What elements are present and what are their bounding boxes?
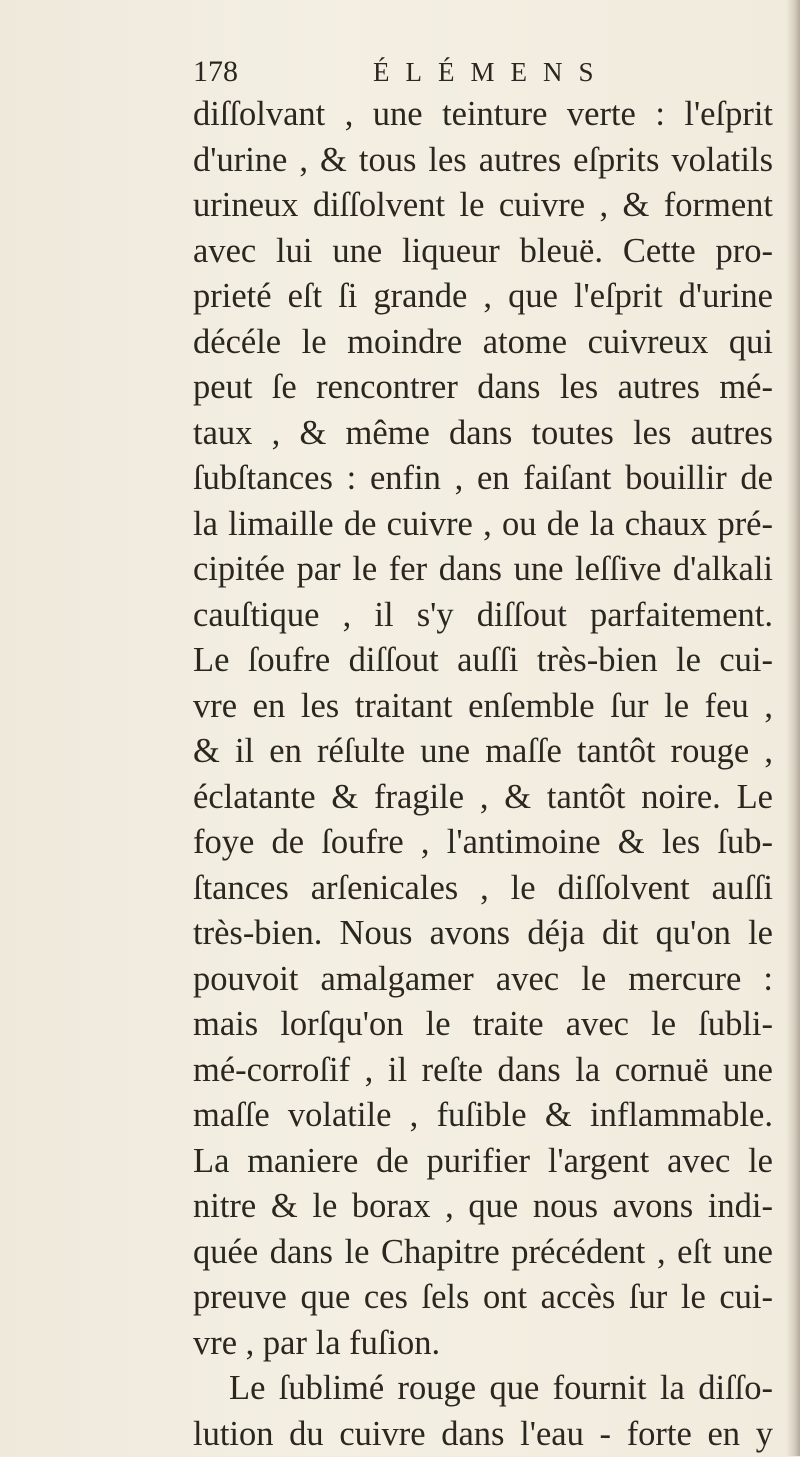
body-text xyxy=(193,92,773,1457)
text-line: taux , & même dans toutes les autres xyxy=(193,411,773,457)
text-line: lution du cuivre dans l'eau - forte en y xyxy=(193,1412,773,1457)
text-line: nitre & le borax , que nous avons indi- xyxy=(193,1184,773,1230)
text-line: mé-corroſif , il reſte dans la cornuë une xyxy=(193,1048,773,1094)
text-line: diſſolvant , une teinture verte : l'eſprit xyxy=(193,92,773,138)
text-line: prieté eſt ſi grande , que l'eſprit d'urine xyxy=(193,274,773,320)
text-line: décéle le moindre atome cuivreux qui xyxy=(193,320,773,366)
text-line: maſſe volatile , fuſible & inflammable. xyxy=(193,1093,773,1139)
page-edge-shadow xyxy=(786,0,800,1456)
text-line: avec lui une liqueur bleuë. Cette pro- xyxy=(193,229,773,275)
text-line: vre en les traitant enſemble ſur le feu , xyxy=(193,684,773,730)
text-line: ſubſtances : enfin , en faiſant bouillir de xyxy=(193,456,773,502)
text-line: urineux diſſolvent le cuivre , & forment xyxy=(193,183,773,229)
text-line: Le ſublimé rouge que fournit la diſſo- xyxy=(193,1366,773,1412)
text-line: très-bien. Nous avons déja dit qu'on le xyxy=(193,911,773,957)
running-title: ÉLÉMENS xyxy=(373,50,610,94)
text-line: éclatante & fragile , & tantôt noire. Le xyxy=(193,775,773,821)
text-line: quée dans le Chapitre précédent , eſt une xyxy=(193,1230,773,1276)
text-line: mais lorſqu'on le traite avec le ſubli- xyxy=(193,1002,773,1048)
text-line: peut ſe rencontrer dans les autres mé- xyxy=(193,365,773,411)
text-line: vre , par la fuſion. xyxy=(193,1321,773,1367)
text-line: foye de ſoufre , l'antimoine & les ſub- xyxy=(193,820,773,866)
text-line: cipitée par le fer dans une leſſive d'alkali xyxy=(193,547,773,593)
text-line: cauſtique , il s'y diſſout parfaitement. xyxy=(193,593,773,639)
text-line: pouvoit amalgamer avec le mercure : xyxy=(193,957,773,1003)
text-line: & il en réſulte une maſſe tantôt rouge , xyxy=(193,729,773,775)
running-head xyxy=(193,50,633,94)
text-line: d'urine , & tous les autres eſprits volatils xyxy=(193,138,773,184)
text-line: preuve que ces ſels ont accès ſur le cui- xyxy=(193,1275,773,1321)
text-line: La maniere de purifier l'argent avec le xyxy=(193,1139,773,1185)
text-line: ſtances arſenicales , le diſſolvent auſſi xyxy=(193,866,773,912)
page-number: 178 xyxy=(193,50,238,94)
text-line: Le ſoufre diſſout auſſi très-bien le cui- xyxy=(193,638,773,684)
text-line: la limaille de cuivre , ou de la chaux pré- xyxy=(193,502,773,548)
